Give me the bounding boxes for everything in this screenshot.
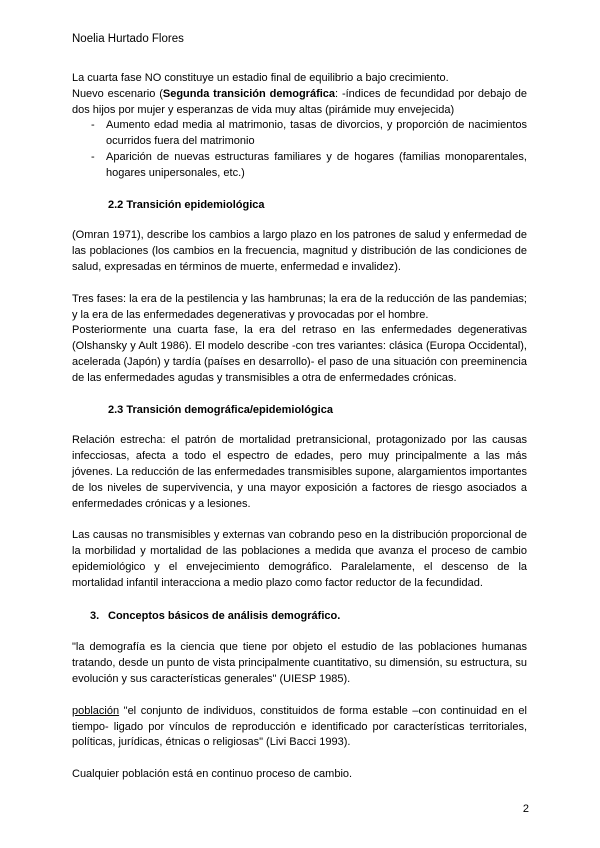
list-item-text: Aparición de nuevas estructuras familiares y de hogares (familias monoparentales, hogares unipersonales, etc.): [106, 150, 527, 179]
paragraph-cuarta-fase: La cuarta fase NO constituye un estadio final de equilibrio a bajo crecimiento.: [72, 72, 449, 84]
segunda-transicion-term: Segunda transición demográfica: [162, 87, 336, 100]
dash-list: [72, 118, 527, 181]
paragraph-cuarta-fase-retraso: Posteriormente una cuarta fase, la era del retraso en las enfermedades degenerativas (Olshansky y Ault 1986). El modelo describe -con tres variantes: clásica (Europa Occidental), acelerada (Japón) y tardía (países en desarrollo)- el paso de una situación con preeminencia de las enfermedades agudas y transmisibles a otra de enfermedades crónicas.: [72, 324, 527, 384]
dash-bullet-mark: -: [91, 119, 95, 132]
paragraph-cambio: Cualquier población está en continuo proceso de cambio.: [72, 768, 353, 781]
section-heading-2-3: 2.3 Transición demográfica/epidemiológica: [108, 403, 333, 416]
paragraph-causas-no-transmisibles: Las causas no transmisibles y externas van cobrando peso en la distribución proporcional de la morbilidad y mortalidad de las poblaciones a medida que avanza el proceso de cambio epidemiológico y el envejecimiento demográfico. Paralelamente, el descenso de la mortalidad infantil interacciona a medio plazo como factor reductor de la fecundidad.: [72, 529, 527, 589]
page-content: [72, 71, 527, 783]
page-header-author: Noelia Hurtado Flores: [72, 33, 184, 45]
paragraph-definicion-demografia: "la demografía es la ciencia que tiene por objeto el estudio de las poblaciones humanas tratando, desde un punto de vista principalmente cuantitativo, su dimensión, su estructura, su evolución y sus características generales" (UIESP 1985).: [72, 641, 527, 685]
page-number: 2: [522, 803, 529, 815]
section-heading-3: [72, 609, 527, 625]
section-title: Conceptos básicos de análisis demográfico.: [108, 609, 341, 622]
paragraph-nuevo-escenario: [72, 87, 527, 119]
paragraph-definicion-poblacion: [72, 704, 527, 751]
paragraph-omran: (Omran 1971), describe los cambios a largo plazo en los patrones de salud y enfermedad de las poblaciones (los cambios en la frecuencia, magnitud y distribución de las condiciones de salud, expresadas en términos de muerte, enfermedad e invalidez).: [72, 229, 527, 273]
poblacion-term: población: [72, 704, 120, 717]
poblacion-definition: "el conjunto de individuos, constituidos de forma estable –con continuidad en el tiempo- ligado por vínculos de reproducción e identificado por características territoriales, políticas, jurídicas, étnicas o religiosas" (Livi Bacci 1993).: [72, 704, 527, 749]
paragraph-tres-fases: Tres fases: la era de la pestilencia y las hambrunas; la era de la reducción de las pandemias; y la era de las enfermedades degenerativas y provocadas por el hombre.: [72, 292, 527, 321]
nuevo-escenario-prefix: Nuevo escenario (: [72, 87, 163, 100]
dash-bullet-mark: -: [91, 150, 95, 163]
section-heading-2-2: 2.2 Transición epidemiológica: [108, 198, 265, 211]
list-item: [72, 118, 527, 150]
list-item: [72, 150, 527, 182]
section-number: 3.: [90, 609, 100, 622]
list-item-text: Aumento edad media al matrimonio, tasas de divorcios, y proporción de nacimientos ocurridos fuera del matrimonio: [106, 119, 527, 148]
paragraph-relacion-estrecha: Relación estrecha: el patrón de mortalidad pretransicional, protagonizado por las causas infecciosas, afecta a todo el espectro de edades, pero muy principalmente a las más jóvenes. La reducción de las enfermedades transmisibles supone, alargamientos importantes de los niveles de supervivencia, y una mayor exposición a factores de riesgo asociados a enfermedades crónicas y a lesiones.: [72, 434, 527, 510]
nuevo-escenario-suffix: : -índices de fecundidad por debajo de dos hijos por mujer y esperanzas de vida muy altas (pirámide muy envejecida): [72, 87, 527, 116]
